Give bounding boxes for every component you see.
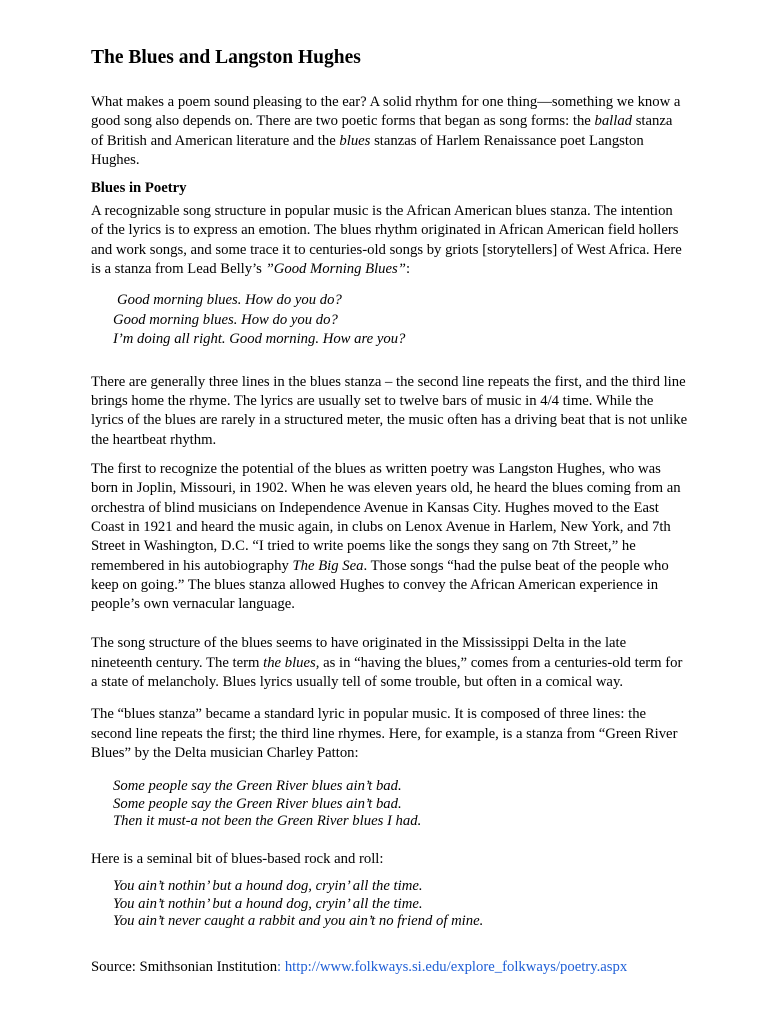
song-title: ”Good Morning Blues” <box>265 261 406 278</box>
verse-line: Some people say the Green River blues ain’t bad. <box>113 778 402 795</box>
verse-green-river-blues <box>91 778 688 831</box>
first-to-recognize-paragraph <box>91 460 688 614</box>
song-structure-paragraph <box>91 634 688 692</box>
source-link[interactable]: http://www.folkways.si.edu/explore_folkways/poetry.aspx <box>284 958 628 975</box>
verse-good-morning-blues <box>91 291 688 350</box>
blues-term: blues <box>339 132 371 149</box>
page-title: The Blues and Langston Hughes <box>91 47 361 68</box>
intro-text: What makes a poem sound pleasing to the ear? A solid rhythm for one thing—something we know a good song also depends on. There are two poetic forms that began as song forms: the <box>91 94 681 130</box>
verse-line: You ain’t never caught a rabbit and you ain’t no friend of mine. <box>113 913 484 930</box>
three-lines-paragraph: There are generally three lines in the blues stanza – the second line repeats the first, and the third line brings home the rhyme. The lyrics are usually set to twelve bars of music in 4/4 time. While the lyrics of the blues are rarely in a structured meter, the music often has a driving beat that is not unlike the heartbeat rhythm. <box>91 373 688 448</box>
verse-line: Good morning blues. How do you do? <box>113 311 338 328</box>
blues-term: the blues, <box>263 654 320 671</box>
intro-paragraph <box>91 93 688 170</box>
intro-text: stanzas of Harlem Renaissance poet Langston Hughes. <box>91 132 644 168</box>
source-citation <box>91 958 688 977</box>
verse-line: Some people say the Green River blues ain’t bad. <box>113 795 402 812</box>
book-title: The Big Sea <box>292 557 364 574</box>
seminal-paragraph: Here is a seminal bit of blues-based rock and roll: <box>91 850 384 867</box>
section-heading: Blues in Poetry <box>91 180 187 197</box>
paragraph-text: as in “having the blues,” comes from a centuries-old term for a state of melancholy. Blues lyrics usually tell of some trouble, but often in a comical way. <box>91 654 683 691</box>
source-separator: : <box>277 958 285 975</box>
verse-line: You ain’t nothin’ but a hound dog, cryin’ all the time. <box>113 878 423 895</box>
paragraph-text: The first to recognize the potential of the blues as written poetry was Langston Hughes, who was born in Joplin, Missouri, in 1902. When he was eleven years old, he heard the blues coming from an orchestra of blind musicians on Independence Avenue in Kansas City. Hughes moved to the East Coast in 1921 and heard the music again, in clubs on Lenox Avenue in Harlem, New York, and 7th Street in Washington, D.C. “I tried to write poems like the songs they sang on 7th Street,” he remembered in his autobiography <box>91 461 681 574</box>
verse-line: I’m doing all right. Good morning. How are you? <box>113 331 406 348</box>
verse-line: Good morning blues. How do you do? <box>117 292 342 309</box>
recognizable-paragraph <box>91 202 688 279</box>
verse-line: Then it must-a not been the Green River blues I had. <box>113 813 422 830</box>
verse-line: You ain’t nothin’ but a hound dog, cryin’ all the time. <box>113 895 423 912</box>
paragraph-text: . Those songs “had the pulse beat of the people who keep on going.” The blues stanza allowed Hughes to convey the African American experience in people’s own vernacular language. <box>91 557 669 613</box>
paragraph-text: A recognizable song structure in popular music is the African American blues stanza. The intention of the lyrics is to express an emotion. The blues rhythm originated in African American field hollers and work songs, and some trace it to centuries-old songs by griots [storytellers] of West Africa. Here is a stanza from Lead Belly’s <box>91 203 682 278</box>
paragraph-text: : <box>405 261 411 278</box>
blues-stanza-paragraph: The “blues stanza” became a standard lyric in popular music. It is composed of three lines: the second line repeats the first; the third line rhymes. Here, for example, is a stanza from “Green River Blues” by the Delta musician Charley Patton: <box>91 706 678 761</box>
source-label: Source: Smithsonian Institution <box>91 958 278 975</box>
ballad-term: ballad <box>594 113 633 130</box>
paragraph-text: The song structure of the blues seems to have originated in the Mississippi Delta in the late nineteenth century. The term <box>91 635 627 671</box>
verse-hound-dog <box>91 878 688 931</box>
intro-text: stanza of British and American literature and the <box>91 113 673 149</box>
